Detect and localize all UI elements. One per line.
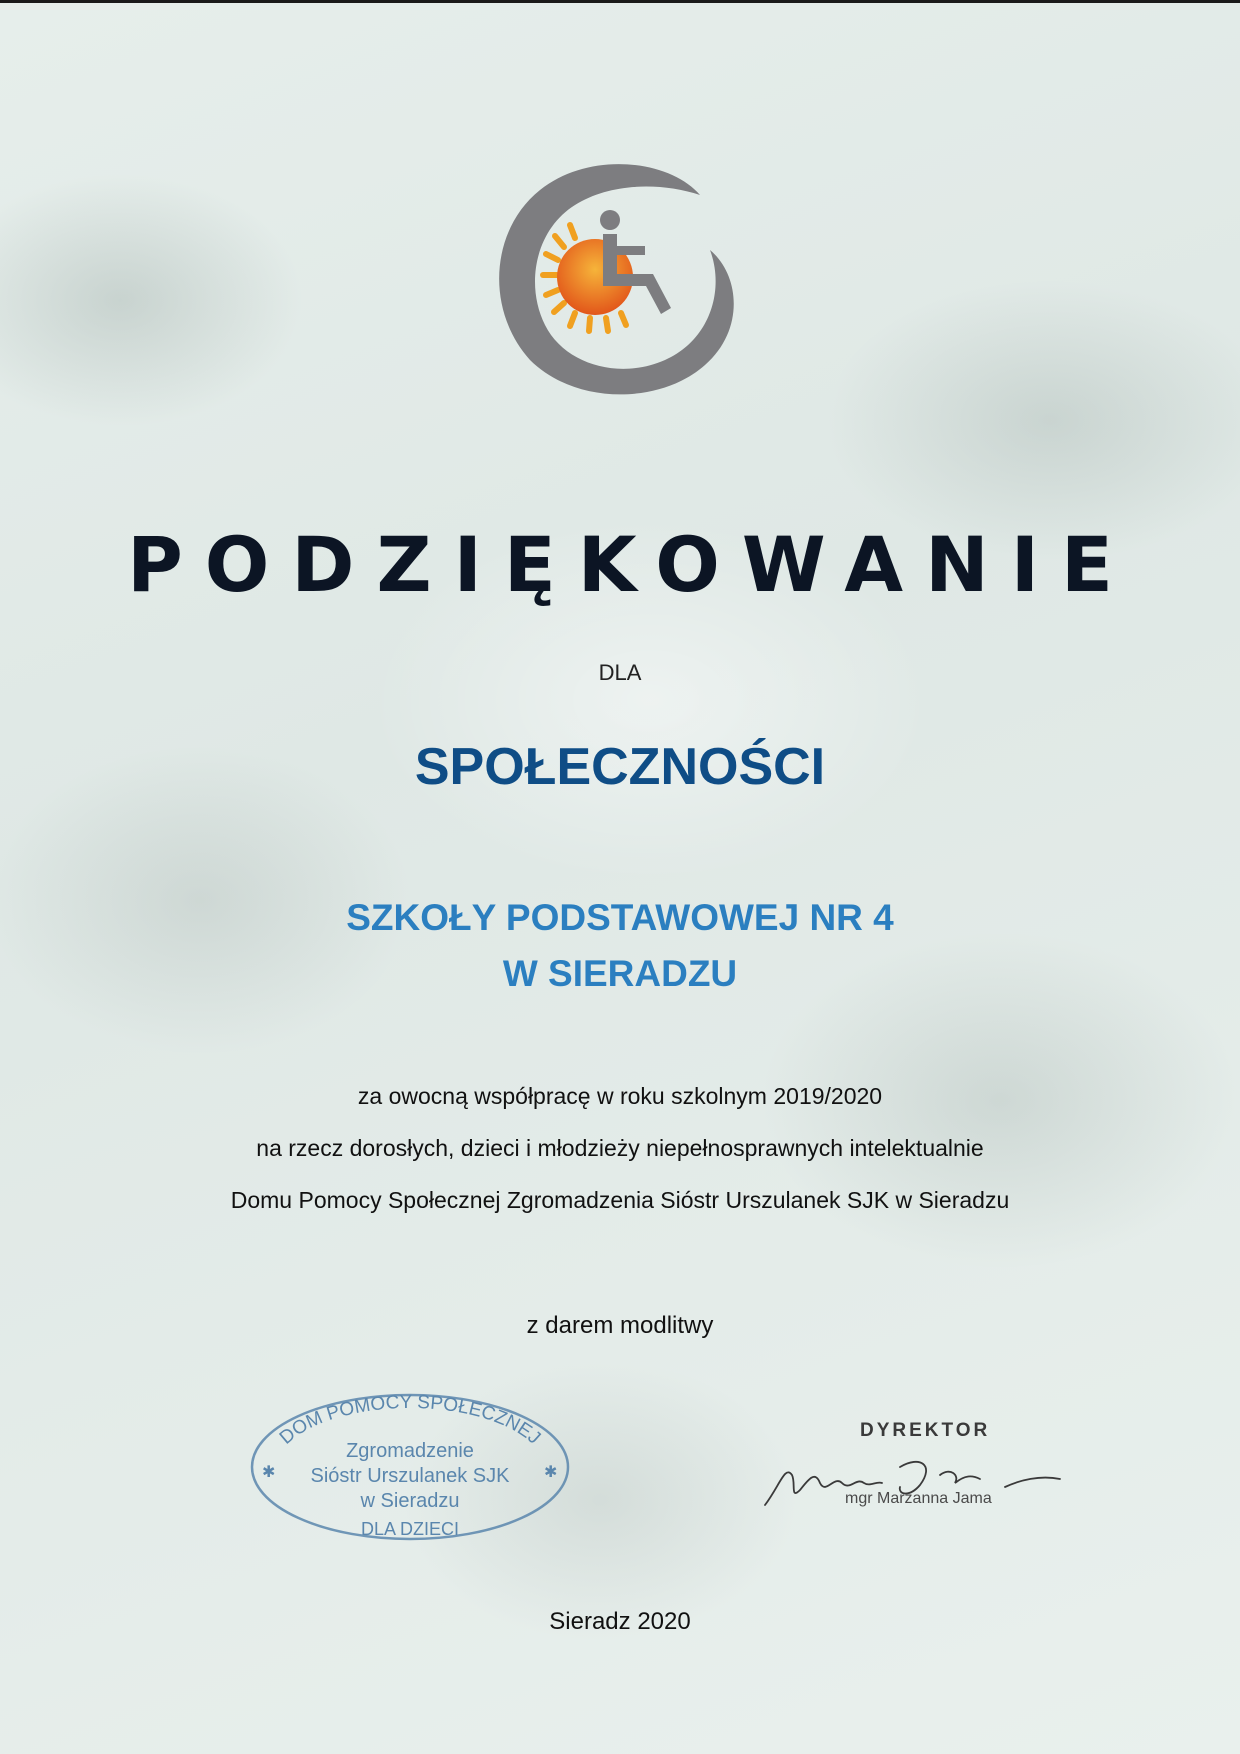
stamp-line-3: w Sieradzu bbox=[360, 1490, 460, 1512]
director-label: DYREKTOR bbox=[860, 1420, 991, 1441]
stamp-arc-text: DOM POMOCY SPOŁECZNEJ bbox=[275, 1391, 545, 1449]
institution-stamp bbox=[240, 1385, 580, 1545]
body-line-3: Domu Pomocy Społecznej Zgromadzenia Sióstr Urszulanek SJK w Sieradzu bbox=[230, 1187, 1010, 1213]
top-border-line bbox=[0, 0, 1240, 3]
stamp-line-2: Sióstr Urszulanek SJK bbox=[310, 1465, 510, 1487]
stamp-line-1: Zgromadzenie bbox=[346, 1440, 474, 1462]
stamp-star-right-icon: ✱ bbox=[544, 1464, 558, 1481]
body-text bbox=[0, 1070, 1240, 1226]
school-line-1: SZKOŁY PODSTAWOWEJ NR 4 bbox=[346, 897, 894, 938]
director-signature-block bbox=[760, 1420, 1060, 1540]
wheelchair-sun-logo-icon bbox=[460, 150, 780, 410]
body-line-1: za owocną współpracę w roku szkolnym 2019/2020 bbox=[357, 1083, 883, 1109]
closing-text: z darem modlitwy bbox=[526, 1312, 714, 1339]
place-and-year: Sieradz 2020 bbox=[549, 1608, 691, 1635]
school-block bbox=[0, 890, 1240, 1002]
director-name: mgr Marzanna Jama bbox=[845, 1490, 992, 1507]
school-line-2: W SIERADZU bbox=[502, 953, 738, 994]
recipient-name: SPOŁECZNOŚCI bbox=[414, 738, 826, 796]
body-line-2: na rzecz dorosłych, dzieci i młodzieży niepełnosprawnych intelektualnie bbox=[256, 1135, 984, 1161]
stamp-bottom-text: DLA DZIECI bbox=[360, 1519, 460, 1539]
for-label: DLA bbox=[598, 660, 642, 685]
stamp-star-left-icon: ✱ bbox=[262, 1464, 276, 1481]
certificate-title: PODZIĘKOWANIE bbox=[127, 520, 1135, 609]
